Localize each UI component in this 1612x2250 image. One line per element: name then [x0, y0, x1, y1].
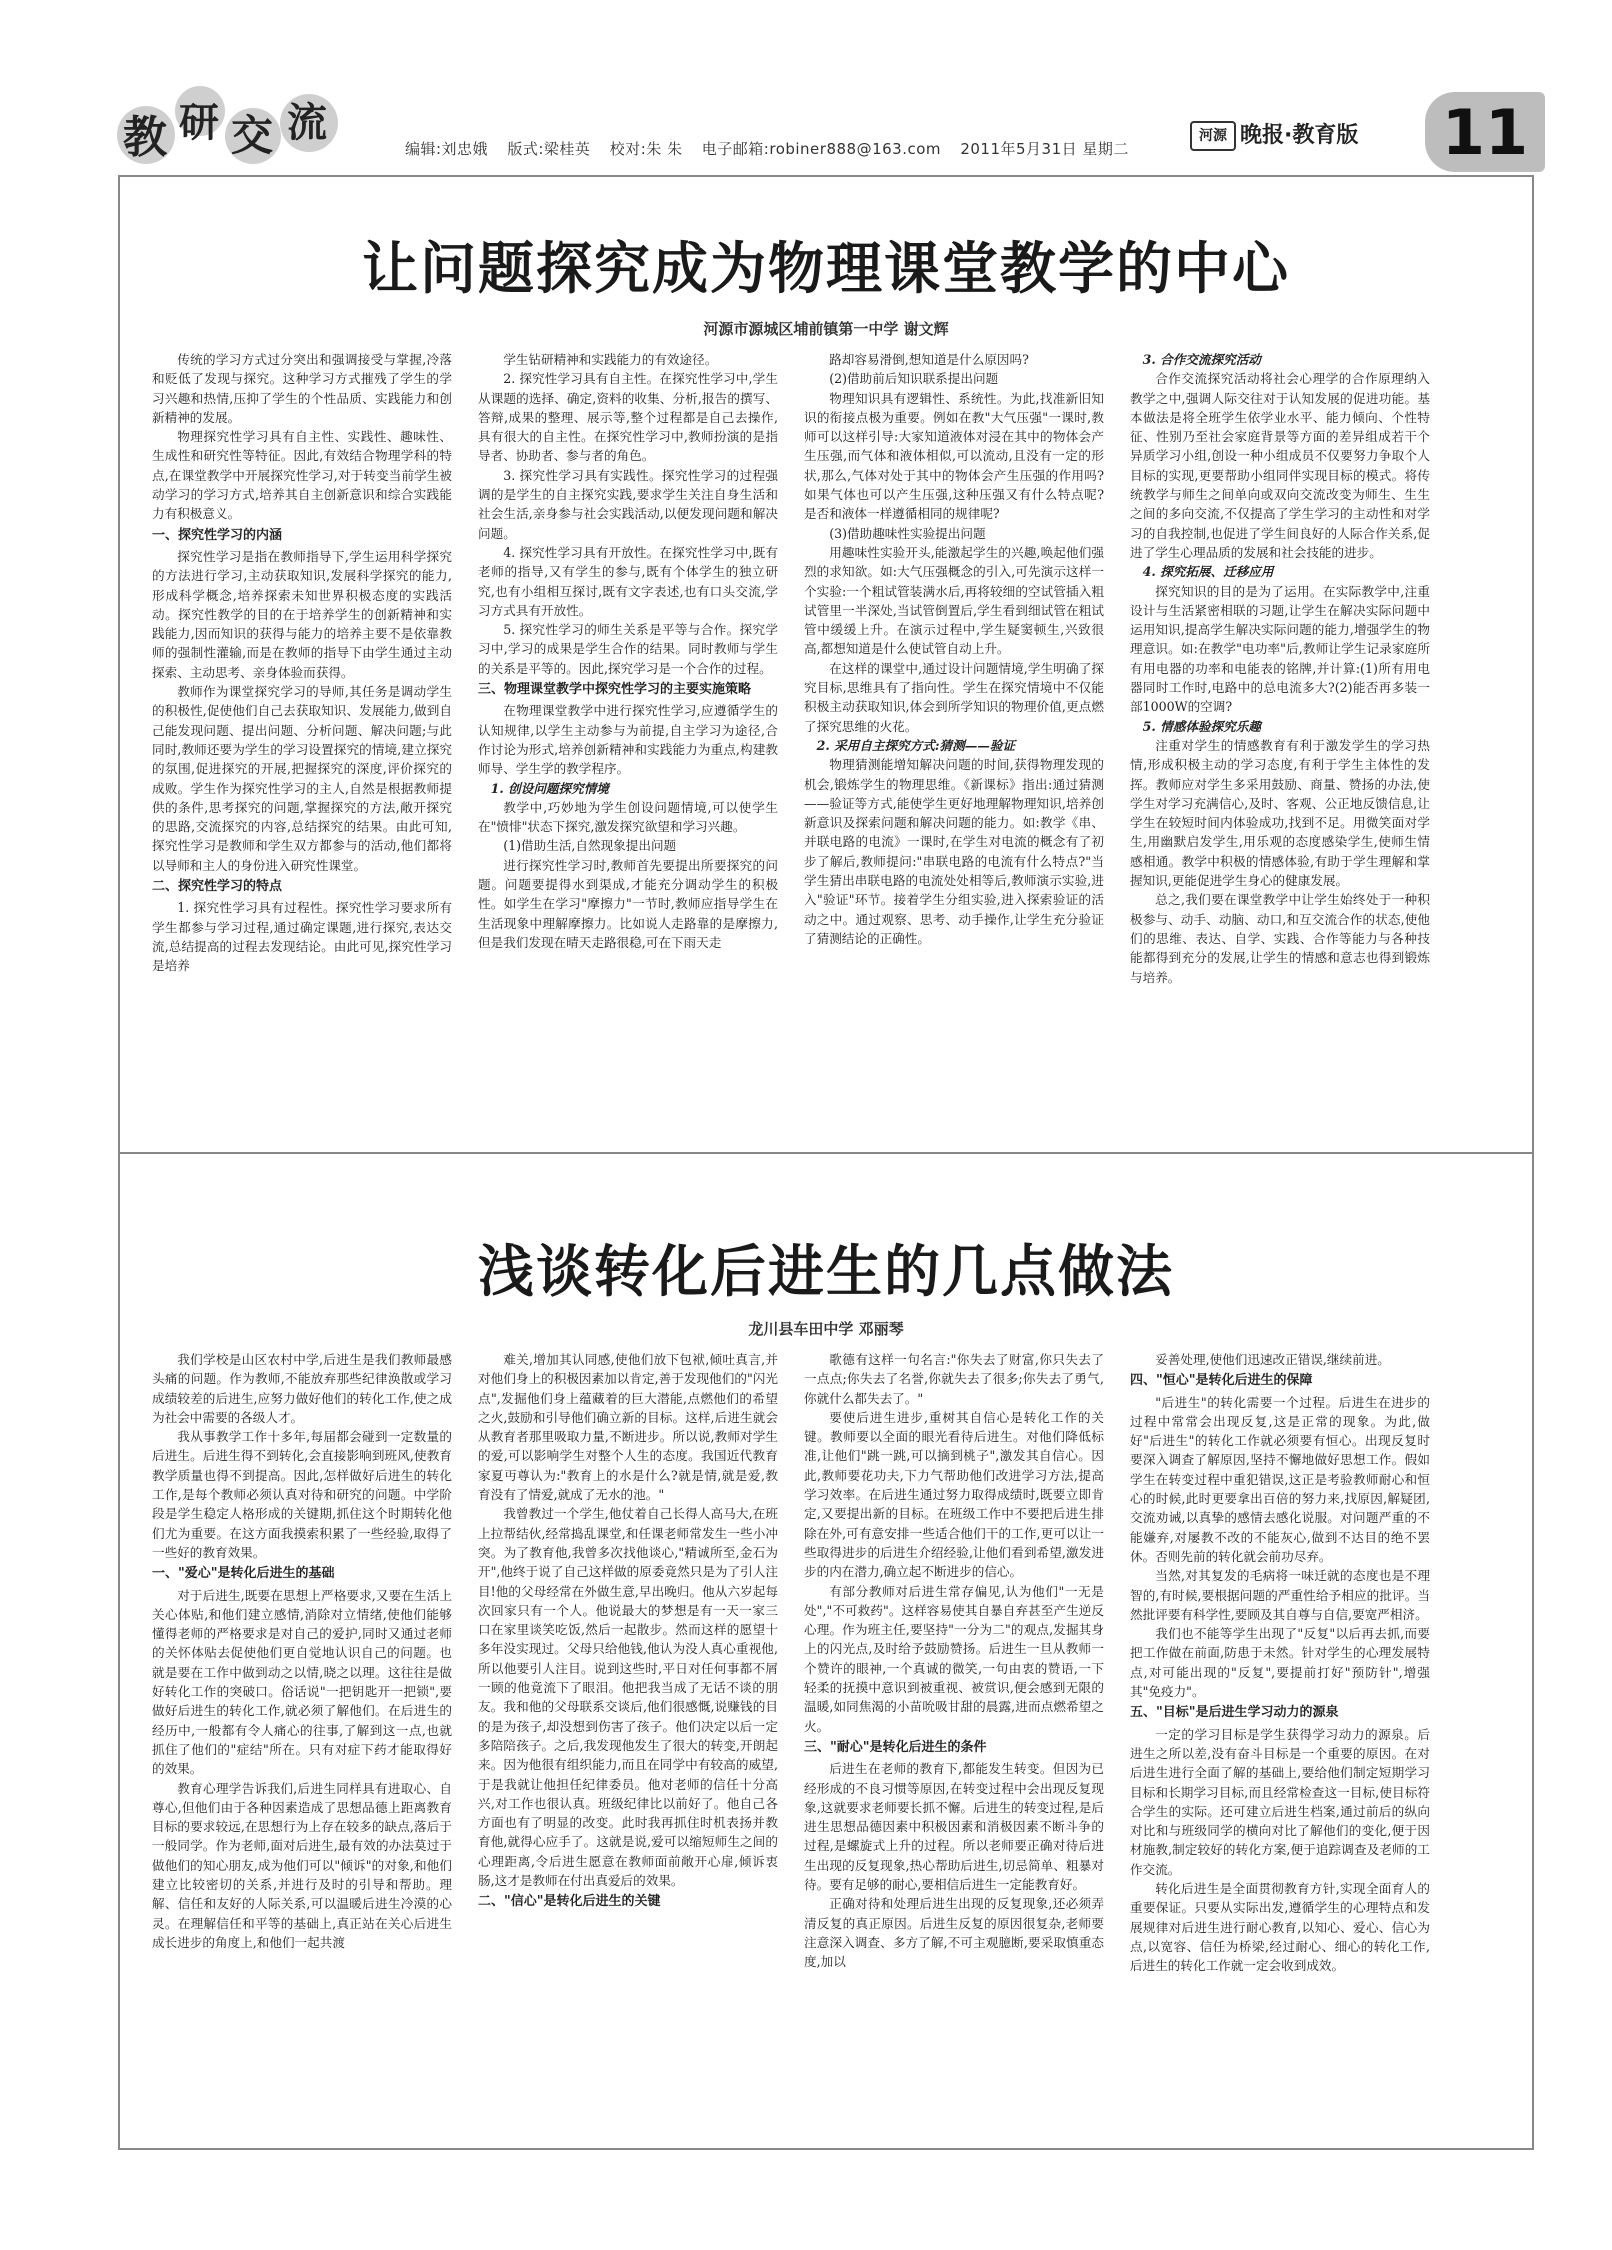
paragraph: 对于后进生,既要在思想上严格要求,又要在生活上关心体贴,和他们建立感情,消除对立情绪,使他们能够懂得老师的严格要求是对自己的爱护,同时又通过老师的关怀体贴去促使他们更自觉地认识自己的问题。也就是要在工作中做到动之以情,晓之以理。这往往是做好转化工作的突破口。俗话说"一把钥匙开一把锁",要做好后进生的转化工作,就必须了解他们。在后进生的经历中,一般都有令人痛心的往事,了解到这一点,也就抓住了他们的"症结"所在。只有对症下药才能取得好的效果。 [152, 1587, 452, 1777]
paragraph: (3)借助趣味性实验提出问题 [829, 525, 986, 541]
paragraph: 在物理课堂教学中进行探究性学习,应遵循学生的认知规律,以学生主动参与为前提,自主学习为途径,合作讨论为形式,培养创新精神和实践能力为重点,构建教师导、学生学的教学程序。 [478, 703, 778, 777]
article-divider [118, 1152, 1534, 1154]
newspaper-brand [1190, 118, 1358, 151]
section-heading: 四、"恒心"是转化后进生的保障 [1130, 1373, 1313, 1389]
paragraph: 合作交流探究活动将社会心理学的合作原理纳入教学之中,强调人际交往对于认知发展的促进功能。基本做法是将全班学生依学业水平、能力倾向、个性特征、性别乃至社会家庭背景等方面的差异组成若干个异质学习小组,创设一种小组成员不仅要努力争取个人目标的实现,更要帮助小组同伴实现目标的模式。将传统教学与师生之间单向或双向交流改变为师生、生生之间的多向交流,不仅提高了学生学习的主动性和对学习的自我控制,也促进了学生间良好的人际合作关系,促进了学生心理品质的发展和社会技能的进步。 [1130, 371, 1430, 560]
paragraph: (2)借助前后知识联系提出问题 [829, 371, 999, 387]
section-heading: 三、"耐心"是转化后进生的条件 [804, 1739, 987, 1755]
paragraph: 转化后进生是全面贯彻教育方针,实现全面育人的重要保证。只要从实际出发,遵循学生的心理特点和发展规律对后进生进行耐心教育,以知心、爱心、信心为点,以宽容、信任为桥梁,经过耐心、细心的转化工作,后进生的转化工作就一定会收到成效。 [1130, 1881, 1430, 1974]
paragraph: 在这样的课堂中,通过设计问题情境,学生明确了探究目标,思维具有了指向性。学生在探究情境中不仅能积极主动获取知识,体会到所学知识的物理价值,更点燃了探究思维的火花。 [804, 660, 1104, 734]
paragraph: 物理猜测能增知解决问题的时间,获得物理发现的机会,锻炼学生的物理思维。《新课标》指出:通过猜测——验证等方式,能使学生更好地理解物理知识,培养创新意识及探索问题和解决问题的能力。如:教学《串、并联电路的电流》一课时,在学生对电流的概念有了初步了解后,教师提问:"串联电路的电流有什么特点?"当学生猜出串联电路的电流处处相等后,教师演示实验,进入"验证"环节。接着学生分组实验,进入探索验证的活动之中。通过观察、思考、动手操作,让学生充分验证了猜测结论的正确性。 [804, 757, 1104, 946]
paragraph: 物理探究性学习具有自主性、实践性、趣味性、生成性和研究性等特征。因此,有效结合物理学科的特点,在课堂教学中开展探究性学习,对于转变当前学生被动学习的学习方式,培养其自主创新意识和综合实践能力有积极意义。 [152, 429, 452, 522]
subsection-heading: 5. 情感体验探究乐趣 [1142, 718, 1261, 734]
article-2-column [1130, 1350, 1430, 2135]
paragraph: 5. 探究性学习的师生关系是平等与合作。探究学习中,学习的成果是学生合作的结果。同时教师与学生的关系是平等的。因此,探究学习是一个合作的过程。 [478, 622, 778, 676]
paragraph: 妥善处理,使他们迅速改正错误,继续前进。 [1155, 1352, 1390, 1367]
paragraph: 用趣味性实验开头,能激起学生的兴趣,唤起他们强烈的求知欲。如:大气压强概念的引入,可先演示这样一个实验:一个粗试管装满水后,再将较细的空试管插入粗试管里一半深处,当试管倒置后,学生看到细试管在粗试管中缓缓上升。在演示过程中,学生疑窦顿生,兴致很高,都想知道是什么使试管自动上升。 [804, 544, 1104, 657]
subsection-heading: 3. 合作交流探究活动 [1142, 352, 1261, 367]
paragraph: 歌德有这样一句名言:"你失去了财富,你只失去了一点点;你失去了名誉,你就失去了很多;你失去了勇气,你就什么都失去了。" [804, 1352, 1104, 1406]
paragraph: 探究知识的目的是为了运用。在实际教学中,注重设计与生活紧密相联的习题,让学生在解决实际问题中运用知识,提高学生解决实际问题的能力,增强学生的物理意识。如:在教学"电功率"后,教师让学生记录家庭所有用电器的功率和电能表的铭牌,并计算:(1)所有用电器同时工作时,电路中的总电流多大?(2)能否再多装一部1000W的空调? [1130, 583, 1430, 715]
paragraph: 教师作为课堂探究学习的导师,其任务是调动学生的积极性,促使他们自己去获取知识、发展能力,做到自己能发现问题、提出问题、分析问题、解决问题;与此同时,教师还要为学生的学习设置探究的情境,建立探究的氛围,促进探究的开展,把握探究的深度,评价探究的成败。学生作为探究性学习的主人,自然是根据教师提供的条件,思考探究的问题,掌握探究的方法,敞开探究的思路,交流探究的内容,总结探究的结果。由此可知,探究性学习是教师和学生双方都参与的活动,他们都将以导师和主人的身份进入研究性课堂。 [152, 684, 452, 873]
section-char: 交 [231, 111, 274, 160]
article-1-byline: 河源市源城区埔前镇第一中学 谢文辉 [703, 320, 949, 338]
section-heading: 二、探究性学习的特点 [152, 879, 283, 895]
section-heading: 一、"爱心"是转化后进生的基础 [152, 1566, 335, 1582]
paragraph: (1)借助生活,自然现象提出问题 [503, 838, 677, 854]
paragraph: 4. 探究性学习具有开放性。在探究性学习中,既有老师的指导,又有学生的参与,既有个体学生的独立研究,也有小组相互探讨,既有文字表述,也有口头交流,学习方式具有开放性。 [478, 544, 778, 618]
email: 电子邮箱:robiner888@163.com [701, 140, 942, 158]
brand-name: 晚报·教育版 [1240, 123, 1359, 148]
section-heading: 一、探究性学习的内涵 [152, 527, 283, 543]
section-heading: 五、"目标"是后进生学习动力的源泉 [1130, 1705, 1339, 1721]
editor: 编辑:刘忠娥 [405, 140, 489, 158]
paragraph: 我们也不能等学生出现了"反复"以后再去抓,而要把工作做在前面,防患于未然。针对学生的心理发展特点,对可能出现的"反复",要提前打好"预防针",增强其"免疫力"。 [1130, 1626, 1430, 1700]
paragraph: 学生钻研精神和实践能力的有效途径。 [503, 352, 718, 367]
paragraph: 教学中,巧妙地为学生创设问题情境,可以使学生在"愤悱"状态下探究,激发探究欲望和学习兴趣。 [478, 799, 778, 835]
paragraph: 难关,增加其认同感,使他们放下包袱,倾吐真言,并对他们身上的积极因素加以肯定,善于发现他们的"闪光点",发掘他们身上蕴藏着的巨大潜能,点燃他们的希望之火,鼓励和引导他们确立新的目标。这样,后进生就会从教育者那里吸取力量,不断进步。所以说,教师对学生的爱,可以影响学生对整个人生的态度。我国近代教育家夏丏尊认为:"教育上的水是什么?就是情,就是爱,教育没有了情爱,就成了无水的池。" [478, 1352, 778, 1503]
article-1-column [1130, 350, 1430, 1140]
paragraph: 物理知识具有逻辑性、系统性。为此,找准新旧知识的衔接点极为重要。例如在教"大气压强"一课时,教师可以这样引导:大家知道液体对浸在其中的物体会产生压强,而气体和液体相似,可以流动,且没有一定的形状,那么,气体对处于其中的物体会产生压强的作用吗?如果气体也可以产生压强,这种压强又有什么特点呢?是否和液体一样遵循相同的规律呢? [804, 390, 1104, 522]
paragraph: 我曾教过一个学生,他仗着自己长得人高马大,在班上拉帮结伙,经常捣乱课堂,和任课老师常发生一些小冲突。为了教育他,我曾多次找他谈心,"精诚所至,金石为开",他终于说了自己这样做的原委竟然只是为了引人注目!他的父母经常在外做生意,早出晚归。他从六岁起每次回家只有一个人。他说最大的梦想是有一天一家三口在家里谈笑吃饭,然后一起散步。然而这样的愿望十多年没实现过。父母只给他钱,他认为没人真心重视他,所以他要引人注目。说到这些时,平日对任何事都不屑一顾的他竟流下了眼泪。他把我当成了无话不谈的朋友。我和他的父母联系交谈后,他们很感慨,说赚钱的目的是为孩子,却没想到伤害了孩子。他们决定以后一定多陪陪孩子。之后,我发现他发生了很大的转变,开朗起来。因为他很有组织能力,而且在同学中有较高的威望,于是我就让他担任纪律委员。他对老师的信任十分高兴,对工作也很认真。班级纪律比以前好了。他自己各方面也有了明显的改变。此时我再抓住时机表扬并教育他,就得心应手了。这就是说,爱可以缩短师生之间的心理距离,令后进生愿意在教师面前敞开心扉,倾诉衷肠,这才是教师在付出真爱后的效果。 [478, 1506, 778, 1889]
page-number: 11 [1425, 92, 1545, 172]
proofreader: 校对:朱 朱 [609, 140, 683, 158]
paragraph: 注重对学生的情感教育有利于激发学生的学习热情,形成积极主动的学习态度,有利于学生主体性的发挥。教师应对学生多采用鼓励、商量、赞扬的办法,使学生对学习充满信心,及时、客观、公正地反馈信息,让学生在较短时间内体验成功,找到不足。用微笑面对学生,用幽默启发学生,用乐观的态度感染学生,使师生情感相通。教学中积极的情感体验,有助于学生理解和掌握知识,更能促进学生身心的健康发展。 [1130, 737, 1430, 889]
subsection-heading: 2. 采用自主探究方式:猜测——验证 [816, 737, 1016, 753]
article-1-column [478, 350, 778, 1140]
layout-editor: 版式:梁桂英 [507, 140, 591, 158]
article-2-column [804, 1350, 1104, 2135]
paragraph: 2. 探究性学习具有自主性。在探究性学习中,学生从课题的选择、确定,资料的收集、分析,报告的撰写、答辩,成果的整理、展示等,整个过程都是自己去操作,具有很大的自主性。在探究性学习中,教师扮演的是指导者、协助者、参与者的角色。 [478, 371, 778, 464]
paragraph: 探究性学习是指在教师指导下,学生运用科学探究的方法进行学习,主动获取知识,发展科学探究的能力,形成科学概念,培养探索未知世界积极态度的实践活动。探究性教学的目的在于培养学生的创新精神和实践能力,因而知识的获得与能力的培养主要不是依靠教师的强制性灌输,而是在教师的指导下由学生通过主动探索、主动思考、亲身体验而获得。 [152, 548, 452, 680]
paragraph: 进行探究性学习时,教师首先要提出所要探究的问题。问题要提得水到渠成,才能充分调动学生的积极性。如学生在学习"摩擦力"一节时,教师应指导学生在生活现象中理解摩擦力。比如说人走路靠的是摩擦力,但是我们发现在晴天走路很稳,可在下雨天走 [478, 857, 778, 950]
paragraph: 总之,我们要在课堂教学中让学生始终处于一种积极参与、动手、动脑、动口,和互交流合作的状态,使他们的思维、表达、自学、实践、合作等能力与各种技能都得到充分的发展,让学生的情感和意志也得到锻炼与培养。 [1130, 892, 1430, 985]
paragraph: 正确对待和处理后进生出现的反复现象,还必须弄清反复的真正原因。后进生反复的原因很复杂,老师要注意深入调查、多方了解,不可主观臆断,要采取慎重态度,加以 [804, 1896, 1104, 1970]
article-2-byline: 龙川县车田中学 邓丽琴 [748, 1320, 904, 1338]
paragraph: 我们学校是山区农村中学,后进生是我们教师最感头痛的问题。作为教师,不能放弃那些纪律涣散或学习成绩较差的后进生,应努力做好他们的转化工作,使之成为社会中需要的各级人才。 [152, 1352, 452, 1425]
article-1-column [152, 350, 452, 1140]
article-2-title: 浅谈转化后进生的几点做法 [478, 1240, 1174, 1305]
article-2-column [478, 1350, 778, 2135]
section-heading: 二、"信心"是转化后进生的关键 [478, 1894, 661, 1910]
paragraph: 有部分教师对后进生常存偏见,认为他们"一无是处","不可救药"。这样容易使其自暴自弃甚至产生逆反心理。作为班主任,要坚持"一分为二"的观点,发掘其身上的闪光点,及时给予鼓励赞扬。后进生一旦从教师一个赞许的眼神,一个真诚的微笑,一句由衷的赞语,一下轻柔的抚摸中意识到被重视、被赏识,便会感到无限的温暖,如同焦渴的小苗吮吸甘甜的晨露,进而点燃希望之火。 [804, 1583, 1104, 1734]
paragraph: 一定的学习目标是学生获得学习动力的源泉。后进生之所以差,没有奋斗目标是一个重要的原因。在对后进生进行全面了解的基础上,要给他们制定短期学习目标和长期学习目标,而且经常检查这一目标,使目标符合学生的实际。还可建立后进生档案,通过前后的纵向对比和与班级同学的横向对比了解他们的变化,便于因材施教,制定较好的转化方案,便于追踪调查及老师的工作交流。 [1130, 1726, 1430, 1877]
section-char: 研 [179, 99, 219, 146]
paragraph: 1. 探究性学习具有过程性。探究性学习要求所有学生都参与学习过程,通过确定课题,进行探究,表达交流,总结提高的过程去发现结论。由此可见,探究性学习是培养 [152, 900, 452, 974]
section-heading: 三、物理课堂教学中探究性学习的主要实施策略 [478, 682, 752, 698]
issue-date: 2011年5月31日 星期二 [960, 140, 1129, 158]
paragraph: 后进生在老师的教育下,都能发生转变。但因为已经形成的不良习惯等原因,在转变过程中会出现反复现象,这就要求老师要长抓不懈。后进生的转变过程,是后进生思想品德因素中积极因素和消极因素不断斗争的过程,是螺旋式上升的过程。所以老师要正确对待后进生出现的反复现象,热心帮助后进生,切忌简单、粗暴对待。要有足够的耐心,要相信后进生一定能教育好。 [804, 1761, 1104, 1893]
paragraph: 传统的学习方式过分突出和强调接受与掌握,冷落和贬低了发现与探究。这种学习方式摧残了学生的学习兴趣和热情,压抑了学生的个性品质、实践能力和创新精神的发展。 [152, 352, 452, 425]
paragraph: 3. 探究性学习具有实践性。探究性学习的过程强调的是学生的自主探究实践,要求学生关注自身生活和社会生活,亲身参与社会实践活动,以便发现问题和解决问题。 [478, 467, 778, 541]
paragraph: 要使后进生进步,重树其自信心是转化工作的关键。教师要以全面的眼光看待后进生。对他们降低标准,让他们"跳一跳,可以摘到桃子",激发其自信心。因此,教师要花功夫,下力气帮助他们改进学习方法,提高学习效率。在后进生通过努力取得成绩时,既要立即肯定,又要提出新的目标。在班级工作中不要把后进生排除在外,可有意安排一些适合他们干的工作,更可以让一些取得进步的后进生介绍经验,让他们看到希望,激发进步的内在潜力,确立起不断进步的信心。 [804, 1409, 1104, 1580]
paragraph: 路却容易滑倒,想知道是什么原因吗? [829, 352, 1029, 367]
brand-seal: 河源 [1190, 121, 1236, 151]
article-1-column [804, 350, 1104, 1140]
masthead [115, 88, 1555, 178]
section-char: 教 [123, 112, 167, 163]
masthead-info [405, 138, 1143, 159]
article-1-title: 让问题探究成为物理课堂教学的中心 [362, 237, 1290, 302]
paragraph: 当然,对其复发的毛病将一味迁就的态度也是不理智的,有时候,要根据问题的严重性给予相应的批评。当然批评要有科学性,要顾及其自尊与自信,要宽严相济。 [1130, 1568, 1430, 1622]
article-2-body [152, 1350, 1430, 2135]
paragraph: "后进生"的转化需要一个过程。后进生在进步的过程中常常会出现反复,这是正常的现象。为此,做好"后进生"的转化工作就必须要有恒心。出现反复时要深入调查了解原因,坚持不懈地做好思想工作。假如学生在转变过程中重犯错误,这正是考验教师耐心和恒心的时候,此时更要拿出百倍的努力来,找原因,解疑团,交流劝诫,以真挚的感情去感化说服。对问题严重的不能嫌弃,对屡教不改的不能灰心,做到不达目的绝不罢休。否则先前的转化就会前功尽弃。 [1130, 1394, 1430, 1564]
article-2-column [152, 1350, 452, 2135]
paragraph: 我从事教学工作十多年,每届都会碰到一定数量的后进生。后进生得不到转化,会直接影响到班风,使教育教学质量也得不到提高。因此,怎样做好后进生的转化工作,是每个教师必须认真对待和研究的问题。中学阶段是学生稳定人格形成的关键期,抓住这个时期转化他们尤为重要。在这方面我摸索积累了一些经验,取得了一些好的教育效果。 [152, 1429, 452, 1560]
subsection-heading: 4. 探究拓展、迁移应用 [1142, 564, 1274, 580]
article-1-body [152, 350, 1430, 1140]
paragraph: 教育心理学告诉我们,后进生同样具有进取心、自尊心,但他们由于各种因素造成了思想品德上距离教育目标的要求较远,在思想行为上存在较多的缺点,落后于一般同学。作为老师,面对后进生,最有效的办法莫过于做他们的知心朋友,成为他们可以"倾诉"的对象,和他们建立比较密切的关系,并进行及时的引导和帮助。理解、信任和友好的人际关系,可以温暖后进生冷漠的心灵。在理解信任和平等的基础上,真正站在关心后进生成长进步的角度上,和他们一起共渡 [152, 1780, 452, 1950]
subsection-heading: 1. 创设问题探究情境 [490, 780, 609, 796]
section-char: 流 [287, 99, 327, 146]
